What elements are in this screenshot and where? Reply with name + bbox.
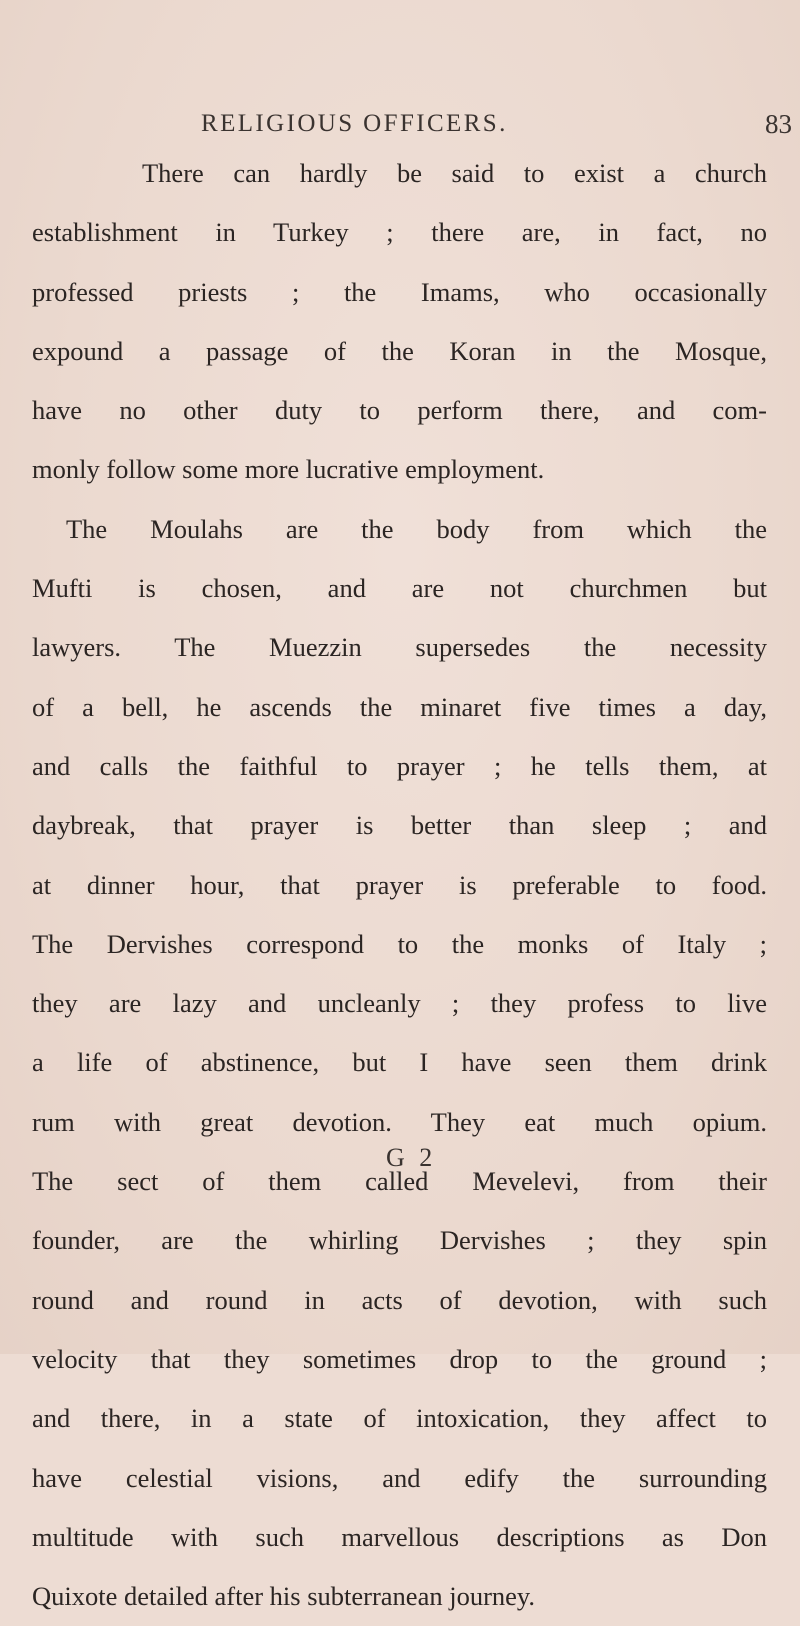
text-line: a life of abstinence, but I have seen them drink <box>32 1047 767 1078</box>
text-line: multitude with such marvellous descriptions as Don <box>32 1521 767 1552</box>
text-line: round and round in acts of devotion, with such <box>32 1284 767 1315</box>
text-line: rum with great devotion. They eat much opium. <box>32 1106 767 1137</box>
text-line: professed priests ; the Imams, who occasionally <box>32 276 767 307</box>
text-line: The sect of them called Mevelevi, from their <box>32 1166 767 1197</box>
text-line: velocity that they sometimes drop to the ground ; <box>32 1343 767 1374</box>
text-line: founder, are the whirling Dervishes ; they spin <box>32 1225 767 1256</box>
text-line: establishment in Turkey ; there are, in fact, no <box>32 217 767 248</box>
text-line: expound a passage of the Koran in the Mosque, <box>32 335 767 366</box>
text-line: Mufti is chosen, and are not churchmen but <box>32 573 767 604</box>
text-line: have no other duty to perform there, and com- <box>32 395 767 426</box>
text-line: There can hardly be said to exist a church <box>142 158 767 188</box>
text-line: lawyers. The Muezzin supersedes the necessity <box>32 632 767 663</box>
text-line: and calls the faithful to prayer ; he tells them, at <box>32 750 767 781</box>
text-line: have celestial visions, and edify the surrounding <box>32 1462 767 1493</box>
text-line: at dinner hour, that prayer is preferable to food. <box>32 869 767 900</box>
body-text <box>32 144 767 1626</box>
running-title: RELIGIOUS OFFICERS. <box>201 110 508 137</box>
text-line: monly follow some more lucrative employment. <box>32 454 545 485</box>
text-line: The Moulahs are the body from which the <box>66 513 767 544</box>
text-line: they are lazy and uncleanly ; they profess to live <box>32 988 767 1019</box>
signature-mark: G 2 <box>386 1143 437 1172</box>
text-line: and there, in a state of intoxication, they affect to <box>32 1403 767 1434</box>
page-number: 83 <box>765 109 792 139</box>
text-line: daybreak, that prayer is better than sleep ; and <box>32 810 767 841</box>
running-head <box>0 104 800 144</box>
text-line: of a bell, he ascends the minaret five times a day, <box>32 691 767 722</box>
text-line: Quixote detailed after his subterranean journey. <box>32 1581 536 1612</box>
text-line: The Dervishes correspond to the monks of Italy ; <box>32 928 767 959</box>
